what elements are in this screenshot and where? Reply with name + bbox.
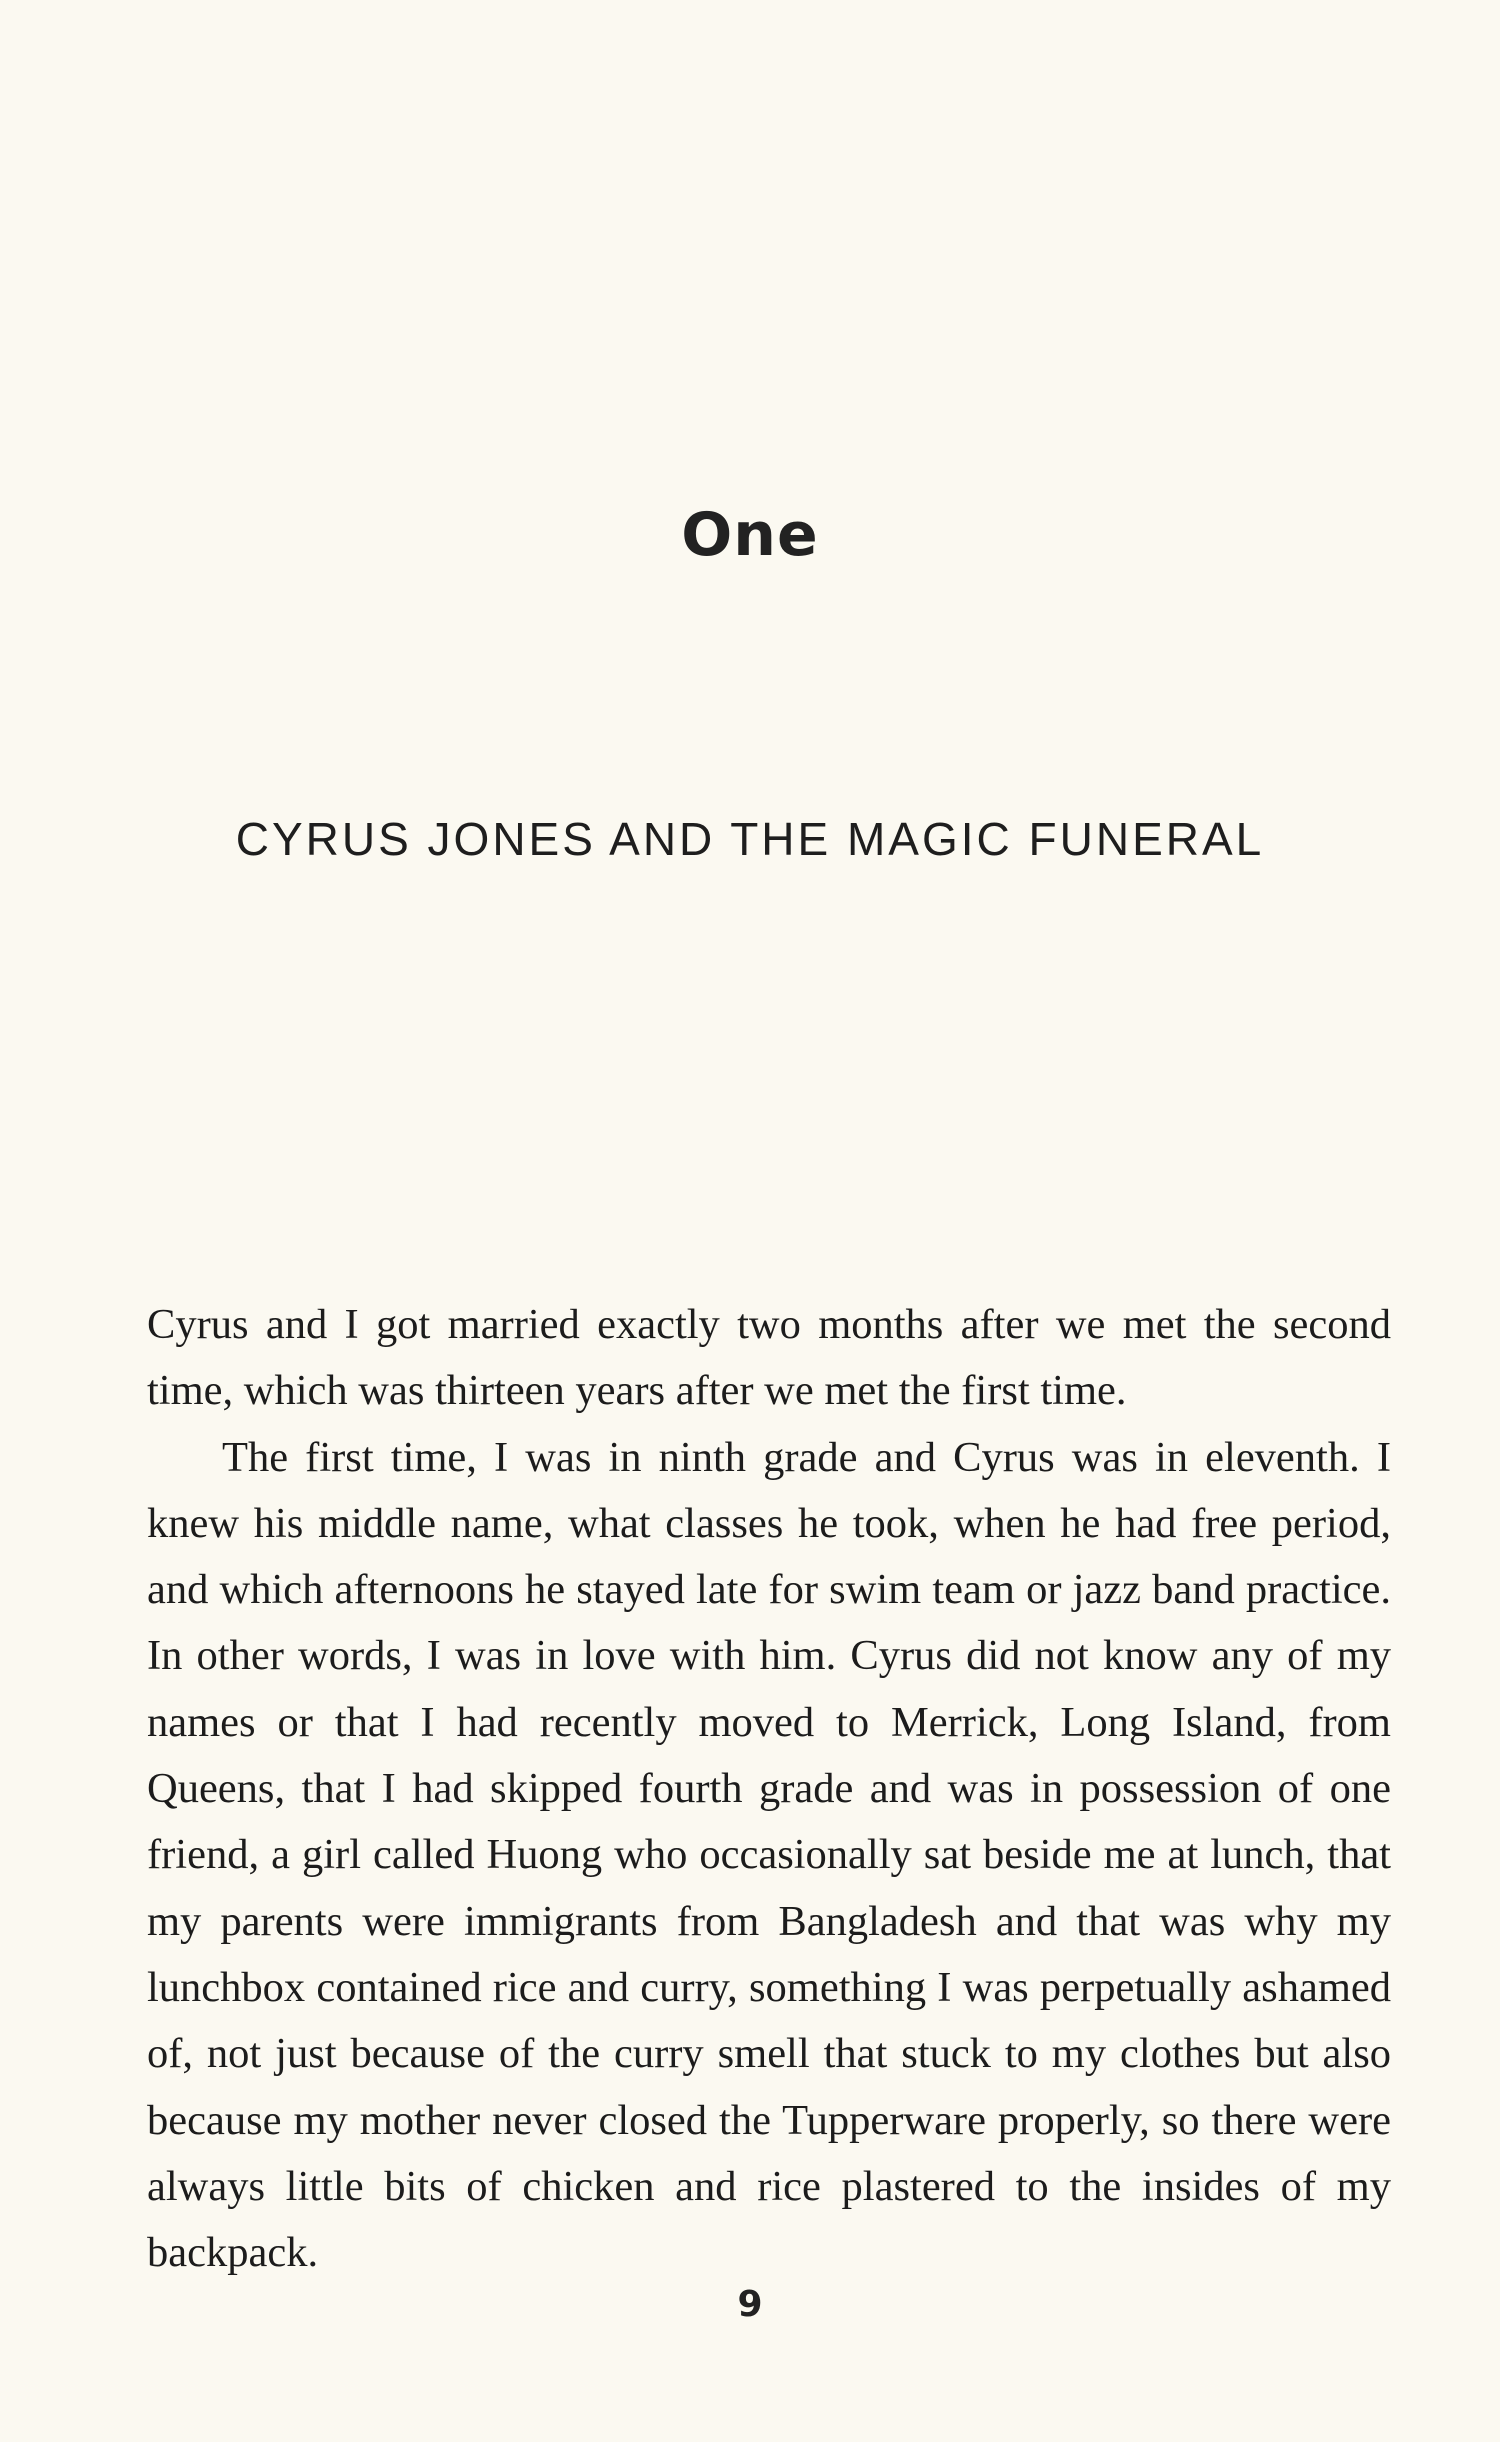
chapter-number: One bbox=[681, 500, 819, 570]
page-number: 9 bbox=[737, 2284, 763, 2325]
chapter-body bbox=[147, 1292, 1391, 2286]
chapter-title: CYRUS JONES AND THE MAGIC FUNERAL bbox=[235, 813, 1265, 865]
paragraph: Cyrus and I got married exactly two months after we met the second time, which was thirteen years after we met the first time. bbox=[147, 1301, 1391, 1415]
paragraph: The first time, I was in ninth grade and Cyrus was in eleventh. I knew his middle name, what classes he took, when he had free period, and which afternoons he stayed late for swim team or jazz band practice. In other words, I was in love with him. Cyrus did not know any of my names or that I had recently moved to Merrick, Long Island, from Queens, that I had skipped fourth grade and was in possession of one friend, a girl called Huong who occasionally sat beside me at lunch, that my parents were immigrants from Bangladesh and that was why my lunchbox contained rice and curry, something I was perpetually ashamed of, not just because of the curry smell that stuck to my clothes but also because my mother never closed the Tupperware properly, so there were always little bits of chicken and rice plastered to the insides of my backpack. bbox=[147, 1433, 1391, 2277]
